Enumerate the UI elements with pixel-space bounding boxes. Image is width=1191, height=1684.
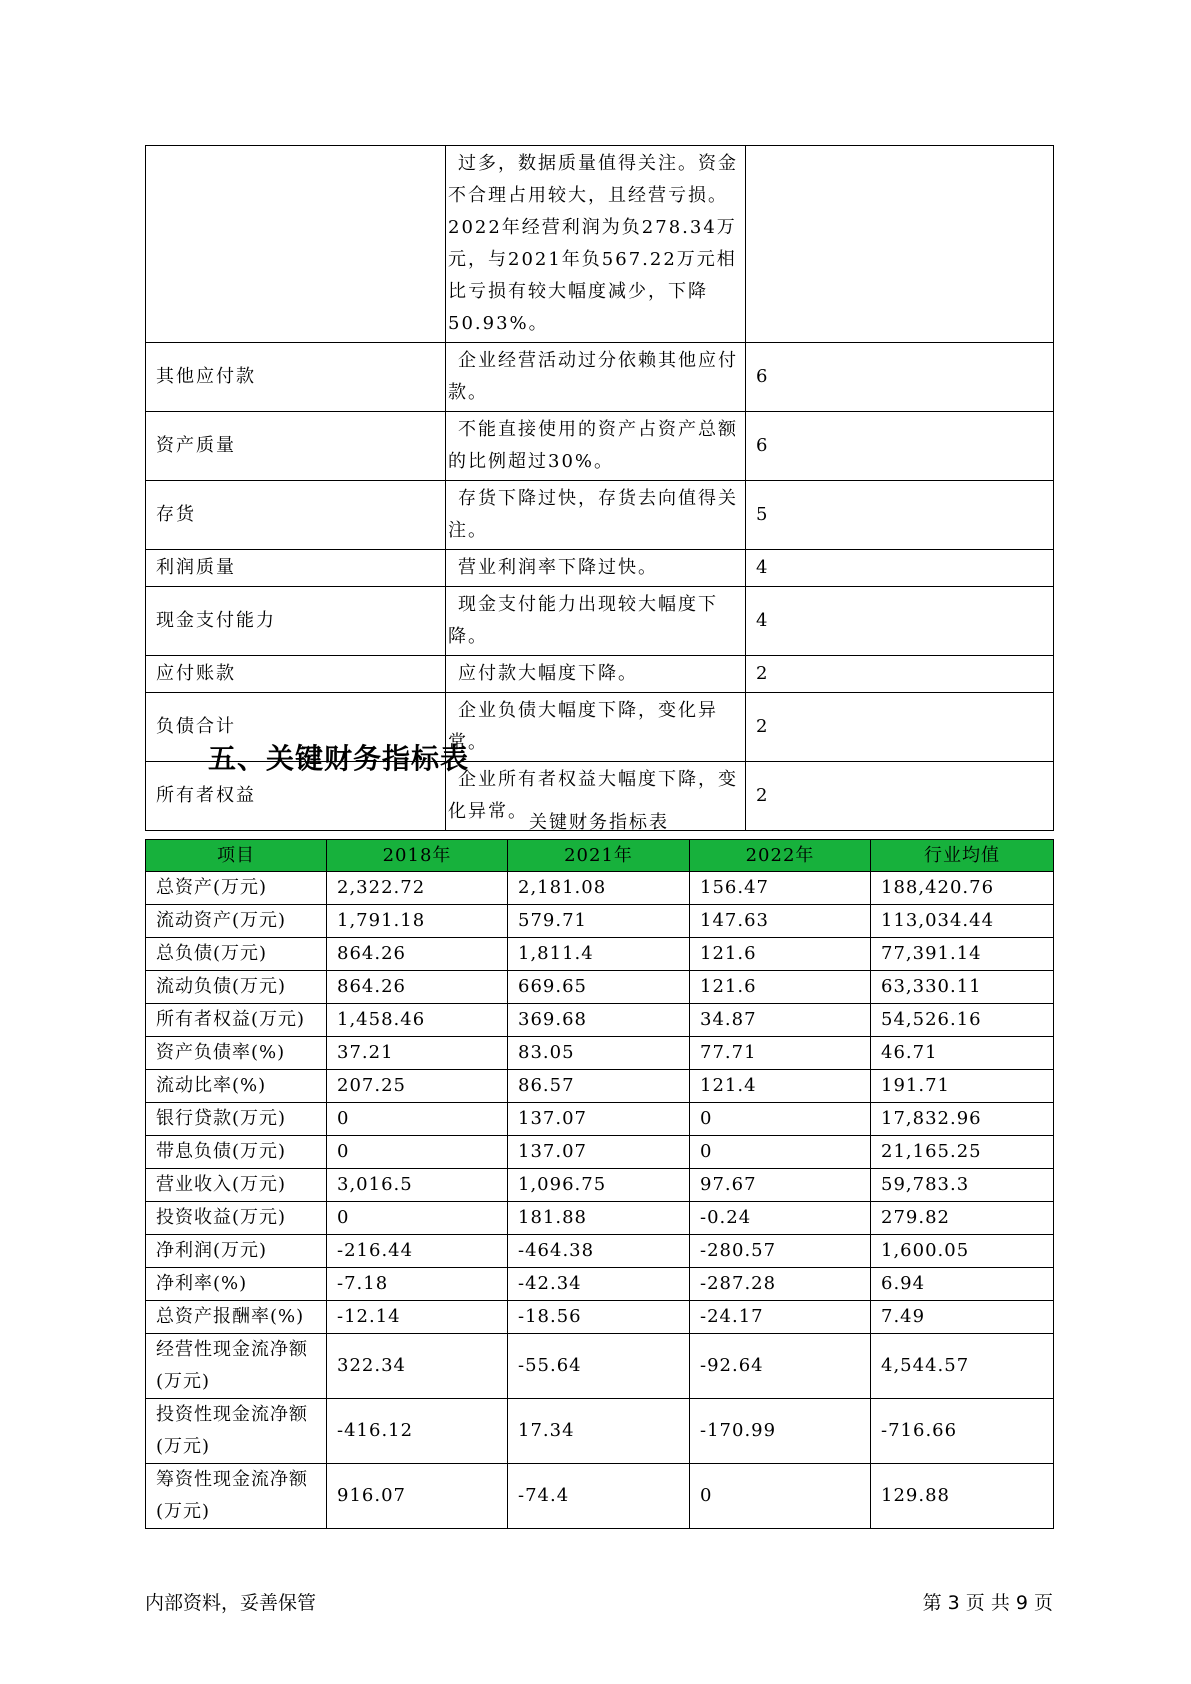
value-2018-cell: 207.25: [327, 1070, 508, 1103]
industry-avg-cell: 6.94: [871, 1268, 1054, 1301]
item-cell: 投资性现金流净额(万元): [146, 1399, 327, 1464]
risk-desc-cell: 不能直接使用的资产占资产总额的比例超过30%。: [446, 412, 746, 481]
value-2021-cell: -464.38: [508, 1235, 690, 1268]
risk-row: [146, 550, 1054, 587]
risk-row: [146, 481, 1054, 550]
risk-table: [145, 145, 1054, 831]
header-cell-2022: 2022年: [690, 840, 871, 872]
header-cell-item: 项目: [146, 840, 327, 872]
value-2021-cell: 181.88: [508, 1202, 690, 1235]
industry-avg-cell: 54,526.16: [871, 1004, 1054, 1037]
industry-avg-cell: 129.88: [871, 1464, 1054, 1529]
risk-item-cell: 所有者权益: [146, 762, 446, 831]
risk-item-cell: [146, 146, 446, 343]
item-cell: 净利润(万元): [146, 1235, 327, 1268]
value-2021-cell: 579.71: [508, 905, 690, 938]
risk-row: [146, 343, 1054, 412]
value-2021-cell: 1,811.4: [508, 938, 690, 971]
risk-desc-cell: 营业利润率下降过快。: [446, 550, 746, 587]
item-cell: 流动比率(%): [146, 1070, 327, 1103]
item-cell: 净利率(%): [146, 1268, 327, 1301]
value-2021-cell: 86.57: [508, 1070, 690, 1103]
financial-table-body: [146, 872, 1054, 1529]
value-2021-cell: 1,096.75: [508, 1169, 690, 1202]
value-2021-cell: 369.68: [508, 1004, 690, 1037]
item-cell: 流动负债(万元): [146, 971, 327, 1004]
risk-score-cell: 4: [746, 550, 1054, 587]
item-cell: 银行贷款(万元): [146, 1103, 327, 1136]
value-2021-cell: -55.64: [508, 1334, 690, 1399]
table-row: [146, 1202, 1054, 1235]
value-2018-cell: 3,016.5: [327, 1169, 508, 1202]
industry-avg-cell: 59,783.3: [871, 1169, 1054, 1202]
value-2022-cell: 156.47: [690, 872, 871, 905]
item-cell: 筹资性现金流净额(万元): [146, 1464, 327, 1529]
risk-desc-cell: 存货下降过快，存货去向值得关注。: [446, 481, 746, 550]
table-row: [146, 1268, 1054, 1301]
industry-avg-cell: 113,034.44: [871, 905, 1054, 938]
value-2018-cell: 37.21: [327, 1037, 508, 1070]
value-2021-cell: -74.4: [508, 1464, 690, 1529]
value-2018-cell: -416.12: [327, 1399, 508, 1464]
item-cell: 流动资产(万元): [146, 905, 327, 938]
table-row: [146, 1037, 1054, 1070]
risk-desc-cell: 过多，数据质量值得关注。资金不合理占用较大，且经营亏损。2022年经营利润为负278.34万元，与2021年负567.22万元相比亏损有较大幅度减少，下降50.93%。: [446, 146, 746, 343]
value-2021-cell: 17.34: [508, 1399, 690, 1464]
table-row: [146, 905, 1054, 938]
risk-score-cell: 6: [746, 343, 1054, 412]
industry-avg-cell: -716.66: [871, 1399, 1054, 1464]
value-2022-cell: 34.87: [690, 1004, 871, 1037]
value-2022-cell: 97.67: [690, 1169, 871, 1202]
header-cell-industry-avg: 行业均值: [871, 840, 1054, 872]
section-heading: 五、关键财务指标表: [208, 742, 470, 775]
value-2022-cell: 121.6: [690, 938, 871, 971]
value-2022-cell: 77.71: [690, 1037, 871, 1070]
risk-item-cell: 资产质量: [146, 412, 446, 481]
value-2022-cell: -287.28: [690, 1268, 871, 1301]
industry-avg-cell: 191.71: [871, 1070, 1054, 1103]
value-2021-cell: -18.56: [508, 1301, 690, 1334]
industry-avg-cell: 63,330.11: [871, 971, 1054, 1004]
table-caption: 关键财务指标表: [529, 812, 669, 833]
value-2018-cell: 916.07: [327, 1464, 508, 1529]
table-header-row: [146, 840, 1054, 872]
footer-page-number: 第 3 页 共 9 页: [922, 1592, 1053, 1614]
value-2022-cell: 121.6: [690, 971, 871, 1004]
industry-avg-cell: 279.82: [871, 1202, 1054, 1235]
value-2021-cell: 137.07: [508, 1136, 690, 1169]
table-row: [146, 872, 1054, 905]
value-2022-cell: -280.57: [690, 1235, 871, 1268]
value-2022-cell: 147.63: [690, 905, 871, 938]
risk-score-cell: 2: [746, 762, 1054, 831]
risk-row: [146, 587, 1054, 656]
risk-score-cell: 6: [746, 412, 1054, 481]
header-cell-2018: 2018年: [327, 840, 508, 872]
value-2022-cell: -92.64: [690, 1334, 871, 1399]
value-2018-cell: 2,322.72: [327, 872, 508, 905]
risk-score-cell: 4: [746, 587, 1054, 656]
risk-item-cell: 其他应付款: [146, 343, 446, 412]
risk-row: [146, 656, 1054, 693]
risk-desc-cell: 企业所有者权益大幅度下降，变化异常。: [446, 762, 746, 831]
value-2022-cell: -24.17: [690, 1301, 871, 1334]
risk-score-cell: 2: [746, 656, 1054, 693]
risk-desc-cell: 企业负债大幅度下降，变化异常。: [446, 693, 746, 762]
value-2022-cell: -170.99: [690, 1399, 871, 1464]
table-row: [146, 938, 1054, 971]
risk-score-cell: [746, 146, 1054, 343]
value-2022-cell: 0: [690, 1103, 871, 1136]
industry-avg-cell: 21,165.25: [871, 1136, 1054, 1169]
risk-desc-cell: 现金支付能力出现较大幅度下降。: [446, 587, 746, 656]
table-row: [146, 1103, 1054, 1136]
item-cell: 总资产(万元): [146, 872, 327, 905]
industry-avg-cell: 1,600.05: [871, 1235, 1054, 1268]
value-2018-cell: 0: [327, 1202, 508, 1235]
item-cell: 总负债(万元): [146, 938, 327, 971]
item-cell: 带息负债(万元): [146, 1136, 327, 1169]
value-2021-cell: 2,181.08: [508, 872, 690, 905]
financial-indicators-table: [145, 839, 1054, 1529]
risk-row: [146, 146, 1054, 343]
item-cell: 总资产报酬率(%): [146, 1301, 327, 1334]
value-2022-cell: 0: [690, 1136, 871, 1169]
risk-item-cell: 负债合计: [146, 693, 446, 762]
value-2021-cell: 669.65: [508, 971, 690, 1004]
risk-item-cell: 利润质量: [146, 550, 446, 587]
value-2018-cell: 0: [327, 1103, 508, 1136]
value-2018-cell: 1,791.18: [327, 905, 508, 938]
risk-table-body: [146, 146, 1054, 831]
value-2018-cell: -7.18: [327, 1268, 508, 1301]
value-2018-cell: -216.44: [327, 1235, 508, 1268]
value-2018-cell: -12.14: [327, 1301, 508, 1334]
value-2021-cell: 137.07: [508, 1103, 690, 1136]
header-cell-2021: 2021年: [508, 840, 690, 872]
value-2022-cell: 121.4: [690, 1070, 871, 1103]
table-row: [146, 1464, 1054, 1529]
risk-score-cell: 5: [746, 481, 1054, 550]
table-row: [146, 1235, 1054, 1268]
table-row: [146, 971, 1054, 1004]
item-cell: 投资收益(万元): [146, 1202, 327, 1235]
table-row: [146, 1136, 1054, 1169]
industry-avg-cell: 46.71: [871, 1037, 1054, 1070]
value-2021-cell: 83.05: [508, 1037, 690, 1070]
risk-item-cell: 应付账款: [146, 656, 446, 693]
item-cell: 所有者权益(万元): [146, 1004, 327, 1037]
value-2022-cell: -0.24: [690, 1202, 871, 1235]
item-cell: 经营性现金流净额(万元): [146, 1334, 327, 1399]
risk-row: [146, 412, 1054, 481]
table-row: [146, 1301, 1054, 1334]
value-2018-cell: 864.26: [327, 938, 508, 971]
footer-confidential-note: 内部资料，妥善保管: [145, 1592, 317, 1614]
risk-item-cell: 现金支付能力: [146, 587, 446, 656]
table-row: [146, 1004, 1054, 1037]
value-2018-cell: 322.34: [327, 1334, 508, 1399]
risk-desc-cell: 应付款大幅度下降。: [446, 656, 746, 693]
industry-avg-cell: 17,832.96: [871, 1103, 1054, 1136]
table-row: [146, 1399, 1054, 1464]
risk-item-cell: 存货: [146, 481, 446, 550]
table-row: [146, 1169, 1054, 1202]
industry-avg-cell: 77,391.14: [871, 938, 1054, 971]
industry-avg-cell: 7.49: [871, 1301, 1054, 1334]
item-cell: 资产负债率(%): [146, 1037, 327, 1070]
item-cell: 营业收入(万元): [146, 1169, 327, 1202]
table-row: [146, 1334, 1054, 1399]
value-2018-cell: 864.26: [327, 971, 508, 1004]
value-2018-cell: 1,458.46: [327, 1004, 508, 1037]
value-2021-cell: -42.34: [508, 1268, 690, 1301]
industry-avg-cell: 188,420.76: [871, 872, 1054, 905]
risk-desc-cell: 企业经营活动过分依赖其他应付款。: [446, 343, 746, 412]
value-2022-cell: 0: [690, 1464, 871, 1529]
industry-avg-cell: 4,544.57: [871, 1334, 1054, 1399]
table-row: [146, 1070, 1054, 1103]
risk-score-cell: 2: [746, 693, 1054, 762]
value-2018-cell: 0: [327, 1136, 508, 1169]
